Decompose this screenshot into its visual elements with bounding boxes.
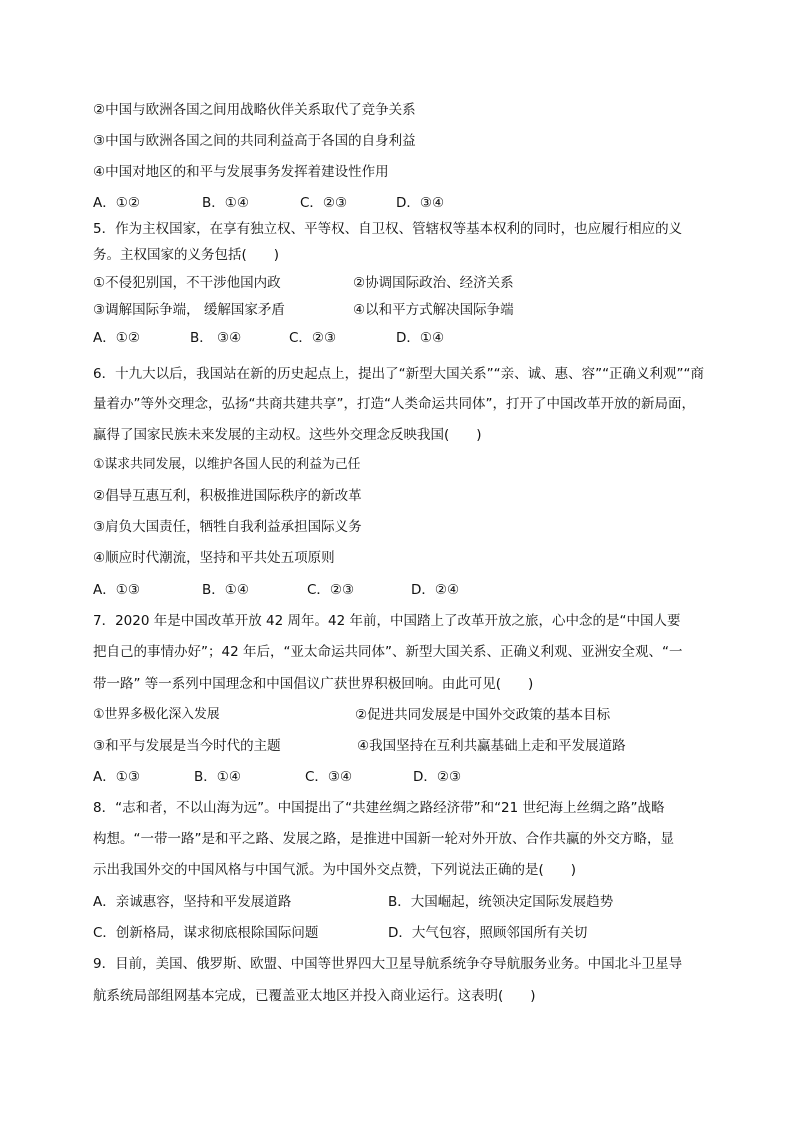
q6-stem-line-2: 量着办”等外交理念，弘扬“共商共建共享”，打造“人类命运共同体”，打开了中国改革开放的新局面， [93,396,695,412]
q7-statement-3: ③和平与发展是当今时代的主题 [93,738,281,754]
q4-option-c: C．②③ [300,195,348,211]
q6-option-d: D．②④ [411,582,460,598]
q9-stem-line-2: 航系统局部组网基本完成，已覆盖亚太地区并投入商业运行。这表明( ) [93,988,536,1004]
q8-stem-line-1: 8．“志和者，不以山海为远”。中国提出了“共建丝绸之路经济带”和“21 世纪海上丝绸之路”战略 [93,800,665,816]
q6-option-c: C．②③ [307,582,355,598]
q5-option-b: B． ③④ [190,330,242,346]
q6-statement-3: ③肩负大国责任，牺牲自我利益承担国际义务 [93,519,362,535]
q8-option-c: C．创新格局，谋求彻底根除国际问题 [93,925,319,941]
q6-statement-4: ④顺应时代潮流，坚持和平共处五项原则 [93,550,335,566]
q5-statement-4: ④以和平方式解决国际争端 [353,302,514,318]
q8-option-b: B．大国崛起，统领决定国际发展趋势 [388,894,614,910]
q4-option-a: A．①② [93,195,140,211]
q6-stem-line-3: 赢得了国家民族未来发展的主动权。这些外交理念反映我国( ) [93,427,482,443]
q4-statement-3: ③中国与欧洲各国之间的共同利益高于各国的自身利益 [93,133,416,149]
q8-stem-line-3: 示出我国外交的中国风格与中国气派。为中国外交点赞，下列说法正确的是( ) [93,862,577,878]
q8-option-d: D．大气包容，照顾邻国所有关切 [388,925,588,941]
q5-stem-line-1: 5．作为主权国家，在享有独立权、平等权、自卫权、管辖权等基本权利的同时，也应履行相应的义 [93,221,683,237]
q6-option-a: A．①③ [93,582,140,598]
q5-option-d: D．①④ [396,330,445,346]
q7-statement-2: ②促进共同发展是中国外交政策的基本目标 [355,707,611,723]
q5-stem-line-2: 务。主权国家的义务包括( ) [93,247,280,263]
q7-statement-1: ①世界多极化深入发展 [93,707,220,722]
q7-stem-line-3: 带一路” 等一系列中国理念和中国倡议广获世界积极回响。由此可见( ) [93,676,534,692]
q4-statement-2: ②中国与欧洲各国之间用战略伙伴关系取代了竞争关系 [93,102,416,118]
q4-statement-4: ④中国对地区的和平与发展事务发挥着建设性作用 [93,164,389,180]
q5-statement-2: ②协调国际政治、经济关系 [353,275,514,291]
q5-option-c: C．②③ [289,330,337,346]
q7-stem-line-2: 把自己的事情办好”；42 年后，“亚太命运共同体”、新型大国关系、正确义利观、亚洲安全观、“一 [93,644,683,660]
q7-option-b: B．①④ [194,769,241,785]
q7-option-d: D．②③ [413,769,462,785]
q6-option-b: B．①④ [202,582,249,598]
q6-statement-1: ①谋求共同发展，以维护各国人民的利益为己任 [93,457,361,472]
q7-stem-line-1: 7．2020 年是中国改革开放 42 周年。42 年前，中国踏上了改革开放之旅，心中念的是“中国人要 [93,613,681,629]
q5-statement-1: ①不侵犯别国，不干涉他国内政 [93,275,281,291]
q8-stem-line-2: 构想。“一带一路”是和平之路、发展之路，是推进中国新一轮对外开放、合作共赢的外交方略，显 [93,831,674,847]
q8-option-a: A．亲诚惠容，坚持和平发展道路 [93,894,292,910]
q6-stem-line-1: 6．十九大以后，我国站在新的历史起点上，提出了“新型大国关系”“亲、诚、惠、容”“正确义利观”“商 [93,366,705,382]
q5-statement-3: ③调解国际争端， 缓解国家矛盾 [93,302,285,318]
q4-option-b: B．①④ [202,195,249,211]
q9-stem-line-1: 9．目前，美国、俄罗斯、欧盟、中国等世界四大卫星导航系统争夺导航服务业务。中国北斗卫星导 [93,956,683,972]
q4-option-d: D．③④ [396,195,445,211]
q7-option-c: C．③④ [305,769,353,785]
q7-statement-4: ④我国坚持在互利共赢基础上走和平发展道路 [357,738,626,754]
q6-statement-2: ②倡导互惠互利，积极推进国际秩序的新改革 [93,488,362,504]
q7-option-a: A．①③ [93,769,140,785]
q5-option-a: A．①② [93,330,140,346]
